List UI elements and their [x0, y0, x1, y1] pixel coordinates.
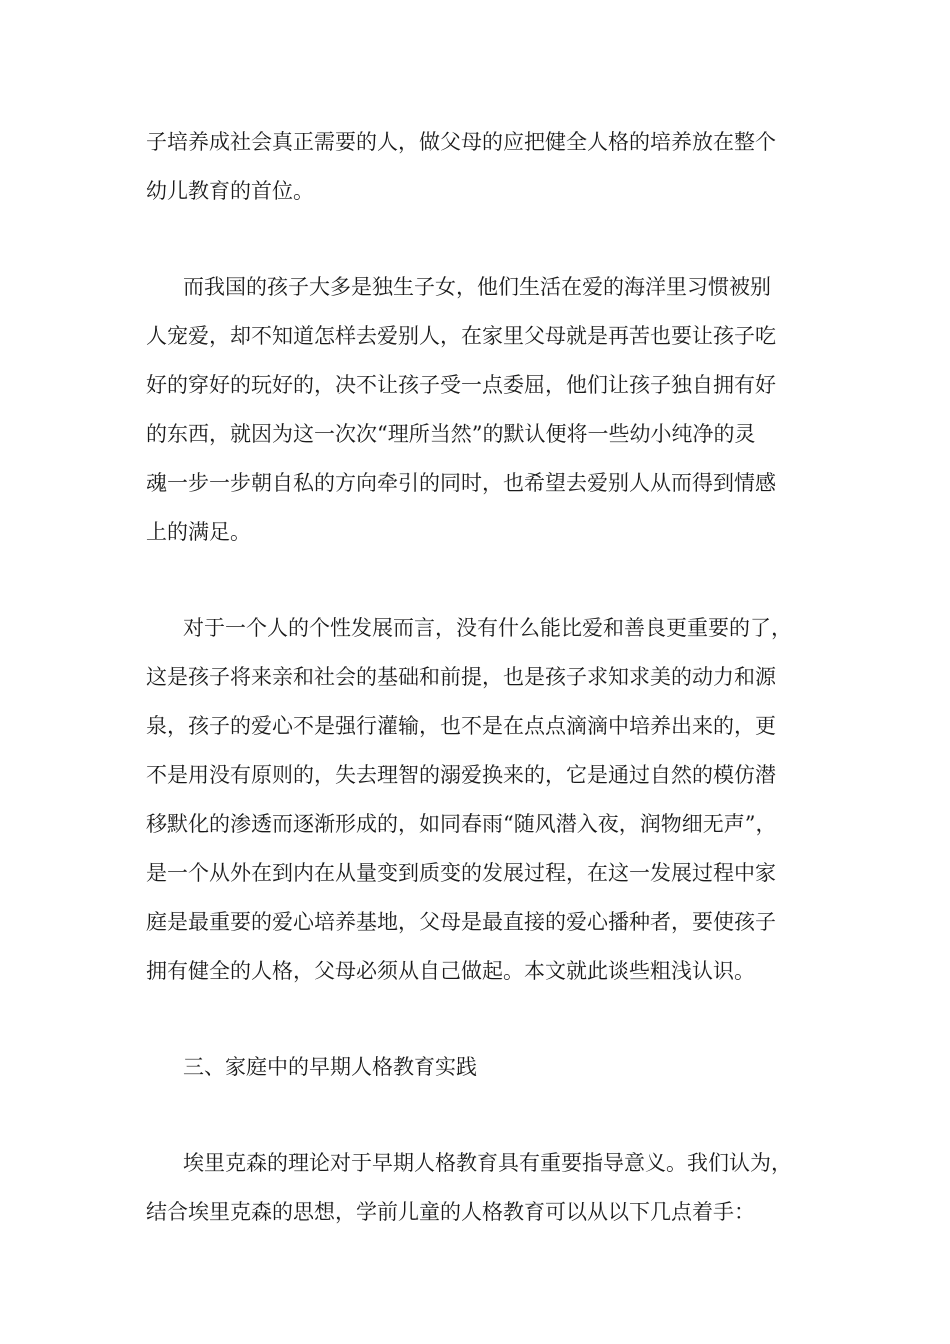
text-line: 好的穿好的玩好的，决不让孩子受一点委屈，他们让孩子独自拥有好 [146, 373, 776, 397]
text-line: 这是孩子将来亲和社会的基础和前提，也是孩子求知求美的动力和源 [146, 665, 776, 689]
text-line: 人宠爱，却不知道怎样去爱别人，在家里父母就是再苦也要让孩子吃 [146, 324, 776, 348]
text-line: 对于一个人的个性发展而言，没有什么能比爱和善良更重要的了， [183, 616, 792, 640]
text-line: 而我国的孩子大多是独生子女，他们生活在爱的海洋里习惯被别 [183, 275, 771, 299]
text-line: 泉，孩子的爱心不是强行灌输，也不是在点点滴滴中培养出来的，更 [146, 714, 776, 738]
paragraph-spacer [146, 996, 806, 1043]
paragraph-3 [146, 604, 806, 996]
paragraph-1 [146, 118, 806, 216]
text-line: 庭是最重要的爱心培养基地，父母是最直接的爱心播种者，要使孩子 [146, 910, 776, 934]
paragraph-spacer [146, 216, 806, 263]
text-line: 魂一步一步朝自私的方向牵引的同时，也希望去爱别人从而得到情感 [146, 471, 776, 495]
text-line: 幼儿教育的首位。 [146, 179, 314, 203]
heading-line: 三、家庭中的早期人格教育实践 [183, 1055, 477, 1079]
text-line: 的东西，就因为这一次次“理所当然”的默认便将一些幼小纯净的灵 [146, 422, 756, 446]
text-line: 是一个从外在到内在从量变到质变的发展过程，在这一发展过程中家 [146, 861, 776, 885]
text-line: 子培养成社会真正需要的人，做父母的应把健全人格的培养放在整个 [146, 130, 776, 154]
paragraph-spacer [146, 557, 806, 604]
text-line: 上的满足。 [146, 520, 251, 544]
text-line: 移默化的渗透而逐渐形成的，如同春雨“随风潜入夜，润物细无声”， [146, 812, 777, 836]
paragraph-4 [146, 1139, 806, 1237]
text-line: 埃里克森的理论对于早期人格教育具有重要指导意义。我们认为， [183, 1151, 792, 1175]
paragraph-2 [146, 263, 806, 557]
text-line: 拥有健全的人格，父母必须从自己做起。本文就此谈些粗浅认识。 [146, 959, 755, 983]
section-heading [146, 1043, 806, 1092]
paragraph-spacer [146, 1092, 806, 1139]
text-line: 不是用没有原则的，失去理智的溺爱换来的，它是通过自然的模仿潜 [146, 763, 776, 787]
document-body [146, 118, 806, 1237]
text-line: 结合埃里克森的思想，学前儿童的人格教育可以从以下几点着手： [146, 1200, 755, 1224]
